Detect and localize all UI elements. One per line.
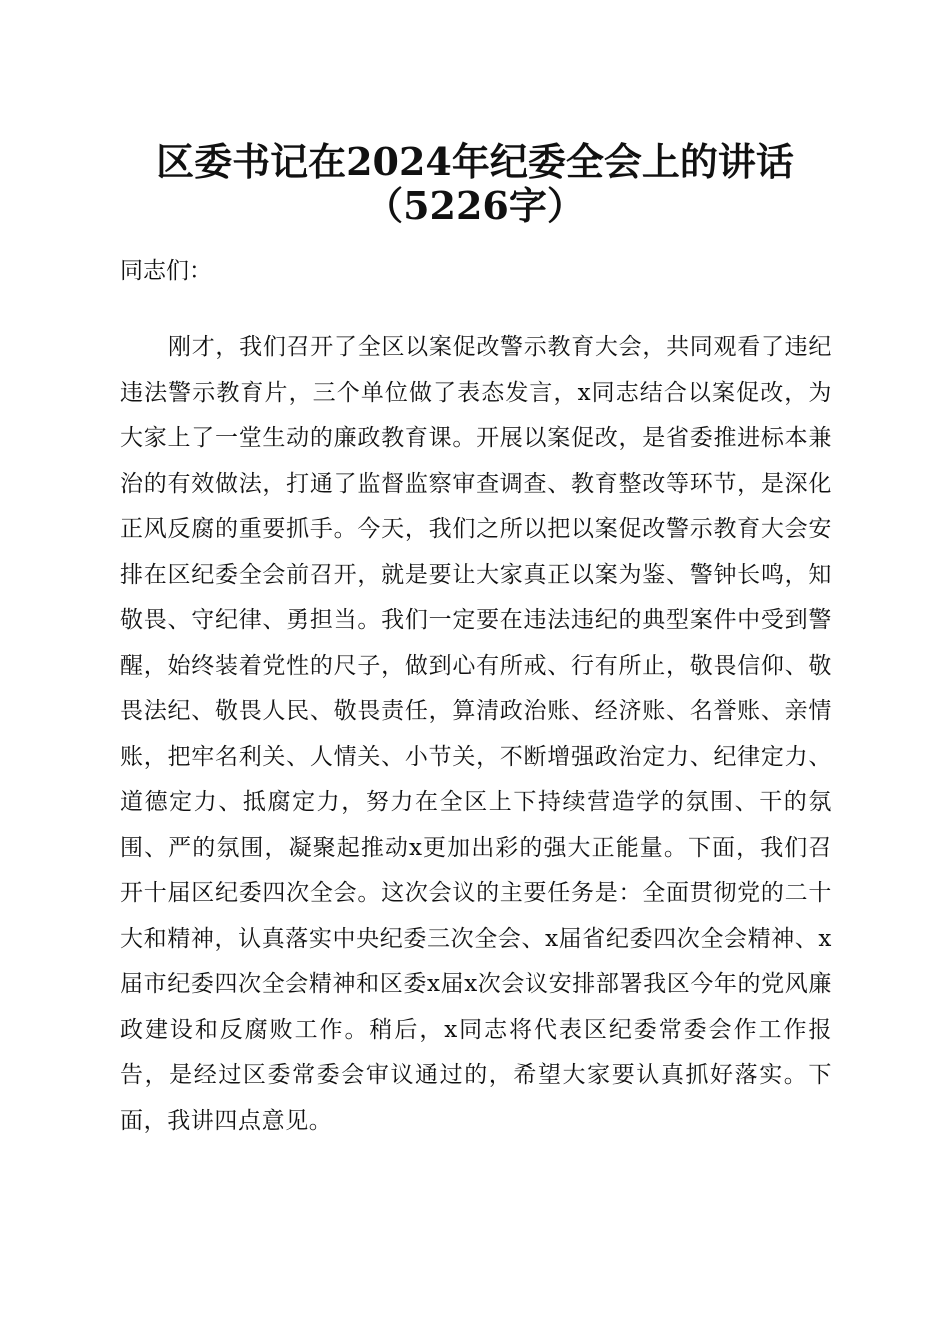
- salutation: 同志们：: [120, 258, 212, 284]
- body-paragraph: 刚才，我们召开了全区以案促改警示教育大会，共同观看了违纪违法警示教育片，三个单位做了表态发言，x同志结合以案促改，为大家上了一堂生动的廉政教育课。开展以案促改，是省委推进标本兼治的有效做法，打通了监督监察审查调查、教育整改等环节，是深化正风反腐的重要抓手。今天，我们之所以把以案促改警示教育大会安排在区纪委全会前召开，就是要让大家真正以案为鉴、警钟长鸣，知敬畏、守纪律、勇担当。我们一定要在违法违纪的典型案件中受到警醒，始终装着党性的尺子，做到心有所戒、行有所止，敬畏信仰、敬畏法纪、敬畏人民、敬畏责任，算清政治账、经济账、名誉账、亲情账，把牢名利关、人情关、小节关，不断增强政治定力、纪律定力、道德定力、抵腐定力，努力在全区上下持续营造学的氛围、干的氛围、严的氛围，凝聚起推动x更加出彩的强大正能量。下面，我们召开十届区纪委四次全会。这次会议的主要任务是：全面贯彻党的二十大和精神，认真落实中央纪委三次全会、x届省纪委四次全会精神、x届市纪委四次全会精神和区委x届x次会议安排部署我区今年的党风廉政建设和反腐败工作。稍后，x同志将代表区纪委常委会作工作报告，是经过区委常委会审议通过的，希望大家要认真抓好落实。下面，我讲四点意见。: [120, 334, 832, 1134]
- document-title: 区委书记在2024年纪委全会上的讲话（5226字）: [156, 139, 794, 228]
